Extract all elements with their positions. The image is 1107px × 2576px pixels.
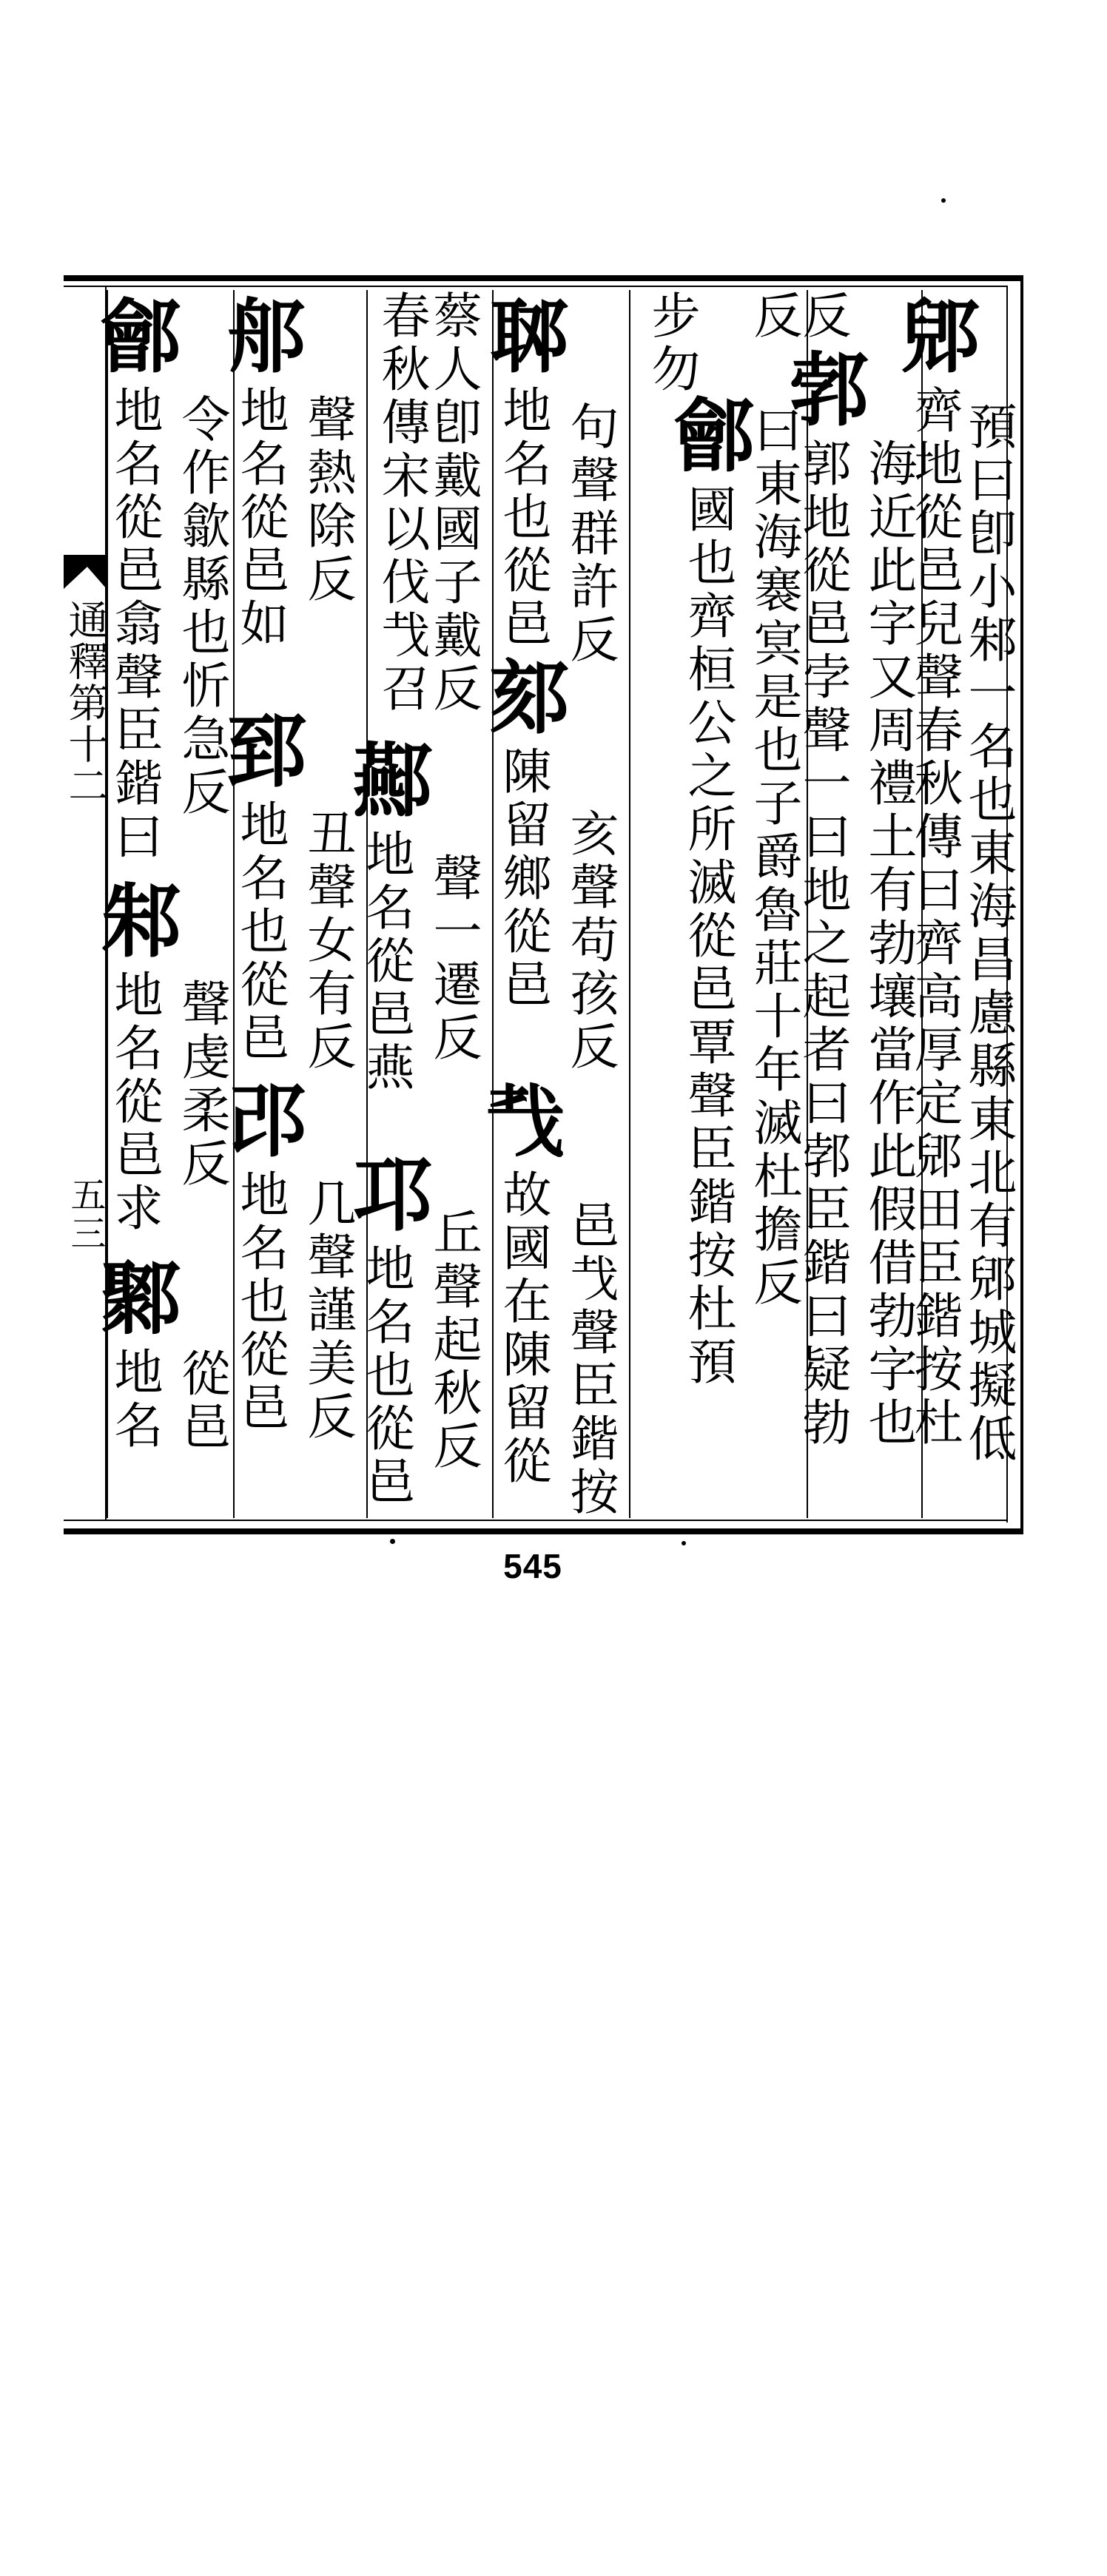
seal-character: 𢦒	[476, 1079, 569, 1159]
column-text: 反	[794, 290, 851, 343]
text-column-6	[213, 290, 366, 1518]
column-text: 地名從邑如	[232, 385, 289, 651]
scan-speck	[682, 1541, 686, 1545]
text-column-4	[476, 290, 629, 1520]
text-column-7	[87, 290, 233, 1518]
seal-character: 邔	[213, 1079, 306, 1159]
seal-character: 鄶	[87, 294, 181, 374]
column-text: 地名也從邑	[494, 385, 551, 651]
column-text: 春秋傳宋以伐𢦏召	[373, 290, 430, 716]
column-text: 蔡人卽戴國子戴反	[425, 290, 482, 716]
seal-character: 邾	[87, 879, 181, 959]
frame-inner-rule-top	[64, 286, 1006, 287]
column-text: 反 曰東海褰㝠是也子爵魯莊十年滅杜擔反	[745, 290, 802, 1310]
column-text: 丘聲起秋反	[425, 1207, 482, 1474]
column-text: 郭地從邑孛聲一曰地之起者曰郣臣鍇曰疑勃	[794, 438, 851, 1450]
column-text: 故國在陳留從	[494, 1169, 551, 1488]
column-text: 地名也從邑	[232, 1169, 289, 1435]
text-column-2	[775, 290, 921, 1518]
column-text: 齊地從邑兒聲春秋傳曰齊高厚定郳田臣鍇按杜	[906, 385, 963, 1450]
column-text: 海近此字又周禮土有勃壤當作此假借勃字也	[860, 438, 917, 1450]
column-text: 地名也從邑	[232, 799, 289, 1065]
column-text: 陳留鄉從邑	[494, 746, 551, 1012]
column-text: 地名從邑燕	[357, 829, 414, 1095]
column-text: 地名從邑翕聲臣鍇曰	[106, 385, 163, 864]
seal-character: 郍	[213, 294, 306, 374]
column-text: 國也齊桓公之所滅從邑覃聲臣鍇按杜預	[679, 484, 736, 1389]
column-text: 地名從邑求	[106, 969, 163, 1235]
column-text: 丑聲女有反	[299, 808, 356, 1074]
column-text: 邑𢦏聲臣鍇按	[562, 1200, 619, 1520]
column-text: 預曰卽小邾一名也東海昌慮縣東北有郳城擬低	[960, 401, 1017, 1466]
column-text: 令作歙縣也忻急反	[173, 394, 230, 820]
seal-character: 鄶	[661, 394, 754, 473]
page-number: 545	[503, 1547, 562, 1585]
column-text: 地名也從邑	[357, 1243, 414, 1509]
seal-character: 郣	[775, 348, 869, 428]
margin-title: 通釋第十二	[62, 599, 109, 806]
seal-character: 郰	[476, 294, 569, 374]
column-text: 地名	[106, 1346, 163, 1453]
column-text: 亥聲苟孩反	[562, 808, 619, 1074]
scan-speck	[390, 1539, 395, 1544]
seal-character: 酀	[339, 738, 432, 818]
column-text: 聲熱除反	[299, 394, 356, 607]
seal-character: 鄹	[87, 1256, 181, 1336]
seal-character: 郂	[476, 655, 569, 735]
margin-page-number: 五三	[64, 1176, 106, 1253]
column-text: 從邑	[173, 1348, 230, 1454]
column-text: 聲一遷反	[425, 852, 482, 1065]
seal-character: 郳	[887, 294, 980, 374]
text-column-3	[629, 290, 807, 1518]
seal-character: 邛	[339, 1153, 432, 1233]
column-text: 几聲謹美反	[299, 1178, 356, 1444]
column-text: 步勿	[643, 290, 700, 397]
seal-character: 郅	[213, 709, 306, 789]
text-column-5	[339, 290, 492, 1518]
scan-speck	[941, 198, 946, 203]
column-text: 句聲群許反	[562, 401, 619, 667]
column-text: 聲虔柔反	[173, 978, 230, 1191]
